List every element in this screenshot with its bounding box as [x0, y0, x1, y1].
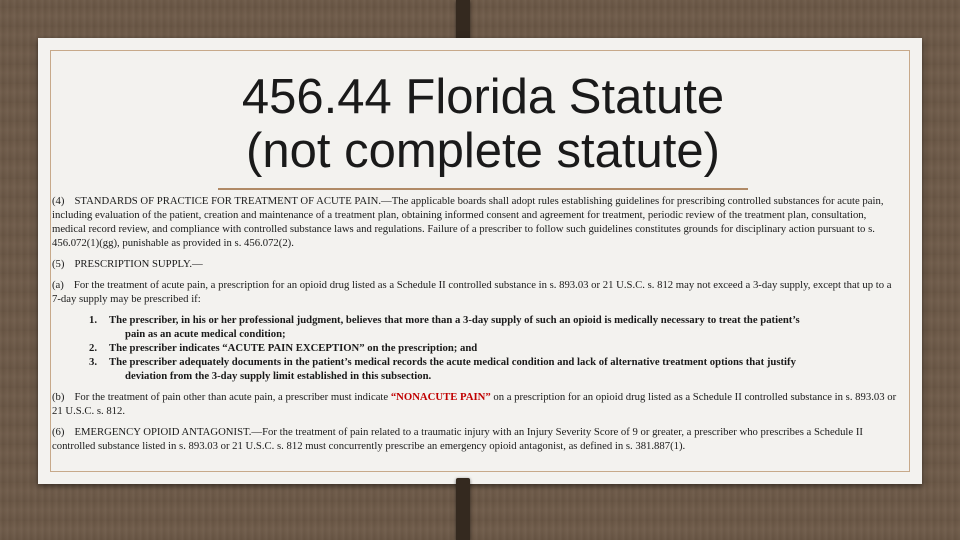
section-5a-text: For the treatment of acute pain, a prescription for an opioid drug listed as a Schedule II controlled substance in s. 893.03 or 21 U.S.C. s. 812 may not exceed a 3-day supply, except that up to a 7-day supply may be prescribed if: — [52, 279, 892, 305]
nonacute-pain-highlight: “NONACUTE PAIN” — [390, 391, 491, 403]
list-item — [52, 313, 898, 341]
section-5-label: (5) — [52, 258, 65, 270]
section-5b — [52, 390, 898, 418]
exception-list — [52, 313, 898, 383]
title-line-2: (not complete statute) — [246, 124, 720, 178]
section-5-title: PRESCRIPTION SUPPLY.— — [74, 258, 203, 270]
section-6 — [52, 425, 898, 453]
list-item-number: 1. — [89, 314, 98, 326]
section-5a-label: (a) — [52, 279, 64, 291]
list-item-number: 2. — [89, 342, 98, 354]
title-line-1: 456.44 Florida Statute — [241, 70, 725, 124]
section-5b-text-start: For the treatment of pain other than acute pain, a prescriber must indicate — [74, 391, 389, 403]
list-item — [52, 355, 898, 383]
document-page — [38, 38, 922, 484]
section-5b-text-end: on a prescription for an opioid drug listed as a Schedule II controlled substance in s. 893.03 or 21 U.S.C. s. 812. — [52, 391, 897, 417]
list-item-text: The prescriber indicates “ACUTE PAIN EXCEPTION” on the prescription; and — [109, 342, 478, 354]
section-5b-label: (b) — [52, 391, 65, 403]
list-item-continuation: pain as an acute medical condition; — [125, 328, 286, 340]
list-item-text: The prescriber, in his or her professional judgment, believes that more than a 3-day supply of such an opioid is medically necessary to treat the patient’s — [109, 314, 800, 326]
list-item-number: 3. — [89, 356, 98, 368]
page-title — [218, 70, 748, 178]
list-item-continuation: deviation from the 3-day supply limit established in this subsection. — [125, 370, 432, 382]
section-4-text: STANDARDS OF PRACTICE FOR TREATMENT OF ACUTE PAIN.—The applicable boards shall adopt rules establishing guidelines for prescribing controlled substances for acute pain, including evaluation of the patient, creation and maintenance of a treatment plan, obtaining informed consent and agreement for treatment, periodic review of the treatment plan, consultation, medical record review, and compliance with controlled substance laws and regulations. Failure of a prescriber to follow such guidelines constitutes grounds for disciplinary action pursuant to s. 456.072(1)(gg), punishable as provided in s. 456.072(2). — [52, 195, 884, 249]
title-underline — [218, 188, 748, 190]
bottom-binder-clip — [456, 478, 470, 540]
section-4-label: (4) — [52, 195, 65, 207]
statute-body — [52, 194, 898, 460]
section-6-text: EMERGENCY OPIOID ANTAGONIST.—For the treatment of pain related to a traumatic injury with an Injury Severity Score of 9 or greater, a prescriber who prescribes a Schedule II controlled substance listed in s. 893.03 or 21 U.S.C. s. 812 must concurrently prescribe an emergency opioid antagonist, as defined in s. 381.887(1). — [52, 426, 863, 452]
section-4 — [52, 194, 898, 250]
section-5a — [52, 278, 898, 383]
section-5-heading — [52, 257, 898, 271]
section-6-label: (6) — [52, 426, 65, 438]
list-item-text: The prescriber adequately documents in the patient’s medical records the acute medical condition and lack of alternative treatment options that justify — [109, 356, 796, 368]
list-item — [52, 341, 898, 355]
